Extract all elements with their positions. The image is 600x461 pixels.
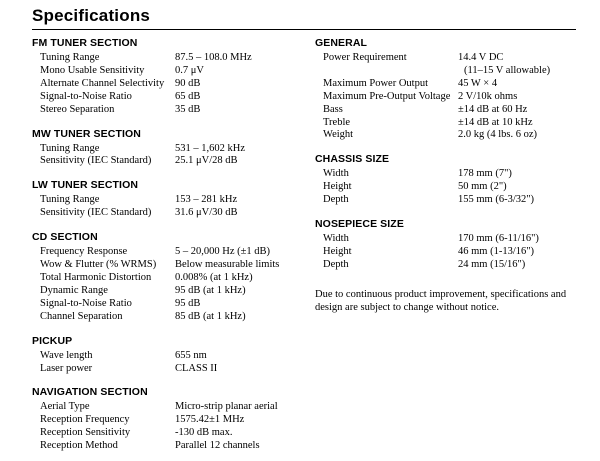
spec-value-line: ±14 dB at 60 Hz — [458, 103, 528, 115]
spec-label: Sensitivity (IEC Standard) — [40, 207, 152, 219]
spec-label: Width — [323, 233, 349, 245]
spec-row — [315, 181, 576, 194]
spec-value-line: CLASS II — [175, 362, 218, 374]
spec-value-line: 35 dB — [175, 103, 201, 115]
section-heading: NAVIGATION SECTION — [32, 386, 148, 399]
change-notice: Due to continuous product improvement, specifications and design are subject to change without notice. — [315, 288, 567, 314]
spec-value-line: 45 W × 4 — [458, 77, 498, 89]
spec-value — [175, 440, 260, 453]
spec-label: Total Harmonic Distortion — [40, 271, 152, 283]
spec-label: Width — [323, 168, 349, 180]
spec-column-left — [32, 30, 315, 453]
spec-value — [458, 104, 527, 117]
spec-value — [175, 155, 238, 168]
spec-value-line: 155 mm (6-3/32") — [458, 194, 535, 206]
spec-section — [32, 179, 315, 220]
spec-value — [175, 104, 200, 117]
spec-label: Tuning Range — [40, 52, 100, 63]
spec-label: Reception Sensitivity — [40, 427, 131, 439]
spec-label: Dynamic Range — [40, 284, 108, 296]
spec-label: Alternate Channel Selectivity — [40, 77, 165, 89]
spec-row — [315, 129, 576, 142]
spec-value-line: 95 dB — [175, 297, 201, 309]
spec-row — [315, 52, 576, 78]
spec-value — [458, 259, 525, 272]
spec-label: Depth — [323, 258, 349, 270]
spec-value — [175, 414, 244, 427]
spec-value-line: 0.7 μV — [175, 64, 204, 76]
spec-value-line: 46 mm (1-13/16") — [458, 245, 535, 257]
spec-label: Wow & Flutter (% WRMS) — [40, 259, 157, 271]
spec-value — [175, 65, 204, 78]
spec-label: Tuning Range — [40, 142, 100, 154]
spec-value-line: Parallel 12 channels — [175, 440, 260, 452]
spec-row — [32, 311, 315, 324]
spec-section — [32, 128, 315, 169]
spec-value — [458, 78, 497, 91]
spec-row — [32, 363, 315, 376]
spec-section — [32, 335, 315, 376]
spec-label: Power Requirement — [323, 52, 407, 63]
section-heading: CHASSIS SIZE — [315, 153, 390, 166]
spec-label: Wave length — [40, 349, 93, 361]
spec-label: Treble — [323, 116, 351, 128]
spec-row — [315, 117, 576, 130]
spec-value-line: Micro-strip planar aerial — [175, 401, 278, 413]
spec-value-line: 14.4 V DC — [458, 52, 504, 63]
spec-label: Depth — [323, 194, 349, 206]
spec-row — [32, 401, 315, 414]
spec-row — [32, 155, 315, 168]
section-heading: FM TUNER SECTION — [32, 37, 138, 49]
spec-value-line: 178 mm (7") — [458, 168, 512, 180]
spec-value-line: 95 dB (at 1 kHz) — [175, 284, 246, 296]
spec-value-line: 31.6 μV/30 dB — [175, 207, 238, 219]
spec-row — [315, 168, 576, 181]
spec-label: Height — [323, 181, 352, 193]
spec-value — [175, 285, 246, 298]
spec-row — [315, 194, 576, 207]
spec-value — [175, 78, 200, 91]
spec-label: Reception Method — [40, 440, 118, 452]
spec-label: Signal-to-Noise Ratio — [40, 297, 132, 309]
spec-value — [458, 91, 517, 104]
spec-row — [32, 246, 315, 259]
spec-section — [32, 386, 315, 453]
spec-label: Maximum Power Output — [323, 77, 428, 89]
spec-row — [315, 104, 576, 117]
spec-row — [32, 298, 315, 311]
spec-value — [458, 168, 512, 181]
spec-row — [32, 272, 315, 285]
spec-value — [175, 272, 253, 285]
spec-value-line: 87.5 – 108.0 MHz — [175, 52, 252, 63]
spec-row — [315, 233, 576, 246]
spec-row — [32, 350, 315, 363]
spec-value-line: 65 dB — [175, 90, 201, 102]
spec-value — [175, 363, 217, 376]
spec-row — [32, 207, 315, 220]
spec-value — [175, 207, 238, 220]
spec-value-line: 85 dB (at 1 kHz) — [175, 310, 246, 322]
spec-row — [32, 427, 315, 440]
spec-section — [32, 37, 315, 117]
spec-value-line: 170 mm (6-11/16") — [458, 233, 539, 245]
spec-row — [32, 78, 315, 91]
section-heading: PICKUP — [32, 334, 73, 347]
spec-row — [32, 143, 315, 156]
spec-value — [175, 298, 200, 311]
spec-label: Sensitivity (IEC Standard) — [40, 155, 152, 167]
spec-value — [175, 427, 232, 440]
spec-section — [315, 153, 576, 207]
spec-row — [32, 194, 315, 207]
spec-row — [32, 259, 315, 272]
spec-row — [315, 246, 576, 259]
spec-value — [175, 311, 246, 324]
spec-value — [175, 91, 200, 104]
spec-value-line: 5 – 20,000 Hz (±1 dB) — [175, 246, 271, 258]
spec-value-line: -130 dB max. — [175, 427, 233, 439]
spec-value-line: (11–15 V allowable) — [464, 64, 551, 76]
spec-label: Channel Separation — [40, 310, 123, 322]
spec-value — [458, 52, 550, 78]
spec-value-line: ±14 dB at 10 kHz — [458, 116, 533, 128]
spec-value — [175, 401, 278, 414]
spec-columns — [32, 30, 576, 453]
spec-row — [32, 52, 315, 65]
section-heading: MW TUNER SECTION — [32, 127, 141, 140]
section-heading: LW TUNER SECTION — [32, 179, 139, 192]
spec-value — [175, 194, 237, 207]
spec-row — [32, 91, 315, 104]
spec-value-line: 2.0 kg (4 lbs. 6 oz) — [458, 129, 538, 141]
spec-section — [315, 37, 576, 142]
spec-row — [315, 259, 576, 272]
spec-value — [458, 117, 533, 130]
spec-label: Laser power — [40, 362, 93, 374]
spec-value — [175, 52, 252, 65]
spec-label: Weight — [323, 129, 354, 141]
spec-value — [175, 143, 245, 156]
spec-value-line: 0.008% (at 1 kHz) — [175, 271, 253, 283]
spec-value-line: 25.1 μV/28 dB — [175, 155, 238, 167]
spec-value-line: 90 dB — [175, 77, 201, 89]
section-heading: GENERAL — [315, 37, 368, 49]
spec-label: Mono Usable Sensitivity — [40, 64, 145, 76]
spec-row — [32, 285, 315, 298]
spec-value — [458, 129, 537, 142]
spec-value — [458, 246, 534, 259]
spec-row — [315, 91, 576, 104]
spec-value-line: 24 mm (15/16") — [458, 258, 526, 270]
spec-row — [32, 104, 315, 117]
spec-label: Aerial Type — [40, 401, 90, 413]
spec-row — [32, 65, 315, 78]
spec-value-line: 655 nm — [175, 349, 207, 361]
spec-label: Bass — [323, 103, 343, 115]
spec-row — [315, 78, 576, 91]
spec-value-line: 50 mm (2") — [458, 181, 507, 193]
spec-section — [315, 218, 576, 272]
spec-row — [32, 414, 315, 427]
spec-label: Tuning Range — [40, 194, 100, 206]
spec-label: Reception Frequency — [40, 414, 130, 426]
spec-value-line: 2 V/10k ohms — [458, 90, 518, 102]
spec-value-line: Below measurable limits — [175, 259, 280, 271]
spec-row — [32, 440, 315, 453]
spec-label: Signal-to-Noise Ratio — [40, 90, 132, 102]
spec-label: Maximum Pre-Output Voltage — [323, 90, 451, 102]
spec-value-line: 153 – 281 kHz — [175, 194, 238, 206]
spec-value — [175, 350, 207, 363]
spec-value-line: 531 – 1,602 kHz — [175, 142, 245, 154]
spec-column-right — [315, 30, 576, 453]
spec-value — [458, 181, 507, 194]
spec-value — [458, 194, 534, 207]
spec-label: Height — [323, 245, 352, 257]
spec-label: Stereo Separation — [40, 103, 115, 115]
section-heading: NOSEPIECE SIZE — [315, 218, 404, 231]
spec-value — [175, 246, 270, 259]
page-title: Specifications — [32, 6, 151, 25]
section-heading: CD SECTION — [32, 231, 98, 244]
spec-value — [175, 259, 279, 272]
spec-label: Frequency Response — [40, 246, 128, 258]
spec-section — [32, 231, 315, 323]
spec-value-line: 1575.42±1 MHz — [175, 414, 245, 426]
spec-value — [458, 233, 539, 246]
